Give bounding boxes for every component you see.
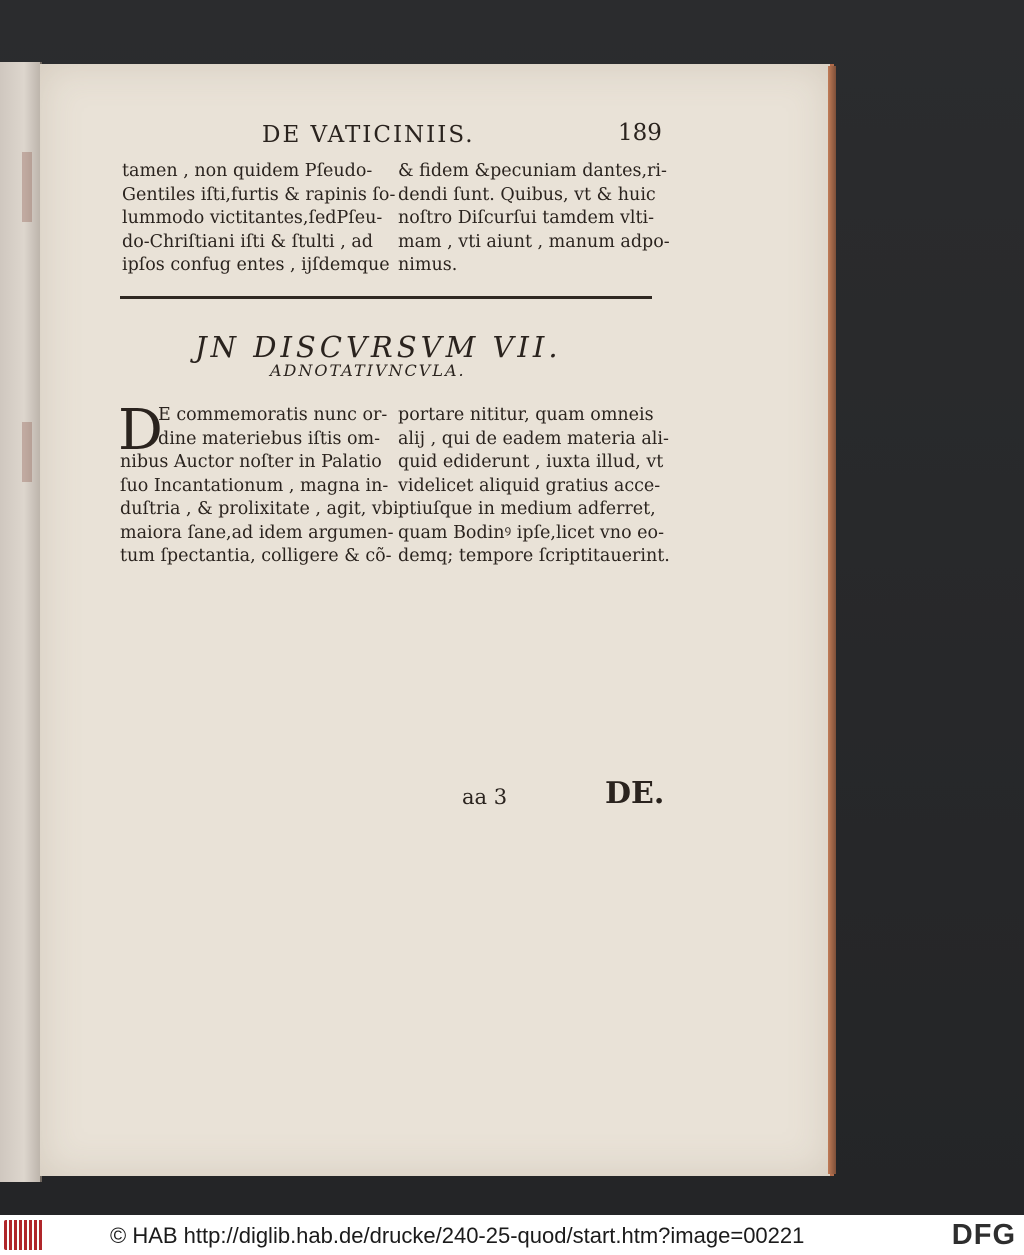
text-line: demq; tempore ſcriptitauerint. xyxy=(398,546,670,566)
body-right-column xyxy=(398,404,670,569)
body-left-column xyxy=(120,404,399,569)
text-line: & fidem &pecuniam dantes,ri- xyxy=(398,161,667,181)
catchword: DE. xyxy=(605,776,665,811)
text-line: E commemoratis nunc or- xyxy=(158,405,388,425)
signature-mark: aa 3 xyxy=(462,785,508,809)
text-line: quid ediderunt , iuxta illud, vt xyxy=(398,452,664,472)
page-number: 189 xyxy=(618,120,662,146)
text-line: videlicet aliquid gratius acce- xyxy=(398,475,661,496)
text-line: alij , qui de eadem materia ali- xyxy=(398,428,669,449)
text-line: tamen , non quidem Pſeudo- xyxy=(122,161,373,181)
bleed-through-mark xyxy=(22,422,32,482)
dfg-logo: DFG xyxy=(951,1219,1016,1251)
text-line: lummodo victitantes,ſedPſeu- xyxy=(122,208,383,228)
footer-bar xyxy=(0,1215,1024,1255)
running-head: DE VATICINIIS. xyxy=(262,122,475,148)
text-line: mam , vti aiunt , manum adpo- xyxy=(398,231,670,252)
copyright-link[interactable]: © HAB http://diglib.hab.de/drucke/240-25-quod/start.htm?image=00221 xyxy=(110,1223,805,1248)
text-line: quam Bodinꝰ ipſe,licet vno eo- xyxy=(398,522,664,543)
section-heading: JN DISCVRSVM VII. xyxy=(195,330,562,364)
text-line: ipſos confug entes , ijſdemque xyxy=(122,255,390,275)
page-edge xyxy=(828,66,836,1174)
text-line: noſtro Diſcurſui tamdem vlti- xyxy=(398,208,655,228)
text-line: ſuo Incantationum , magna in- xyxy=(120,475,389,496)
text-line: maiora ſane,ad idem argumen- xyxy=(120,522,394,543)
section-subheading: ADNOTATIVNCVLA. xyxy=(270,361,466,380)
text-line: tum ſpectantia, colligere & cõ- xyxy=(120,546,392,566)
text-line: Gentiles iſti,furtis & rapinis ſo- xyxy=(122,184,396,205)
bleed-through-mark xyxy=(22,152,32,222)
text-line: nimus. xyxy=(398,255,458,275)
top-left-column xyxy=(122,160,395,278)
text-line: ptiuſque in medium adferret, xyxy=(398,499,656,519)
text-line: dine materiebus iſtis om- xyxy=(158,428,381,449)
drop-cap: D xyxy=(118,398,163,463)
horizontal-rule xyxy=(120,296,652,299)
text-line: dendi ſunt. Quibus, vt & huic xyxy=(398,184,656,205)
text-line: portare nititur, quam omneis xyxy=(398,405,654,425)
previous-page-edge xyxy=(0,62,42,1182)
text-line: nibus Auctor noſter in Palatio xyxy=(120,452,382,472)
text-line: duſtria , & prolixitate , agit, vbi xyxy=(120,499,399,519)
text-line: do-Chriſtiani iſti & ſtulti , ad xyxy=(122,231,373,252)
hab-logo-icon xyxy=(4,1220,44,1250)
top-right-column xyxy=(398,160,670,278)
